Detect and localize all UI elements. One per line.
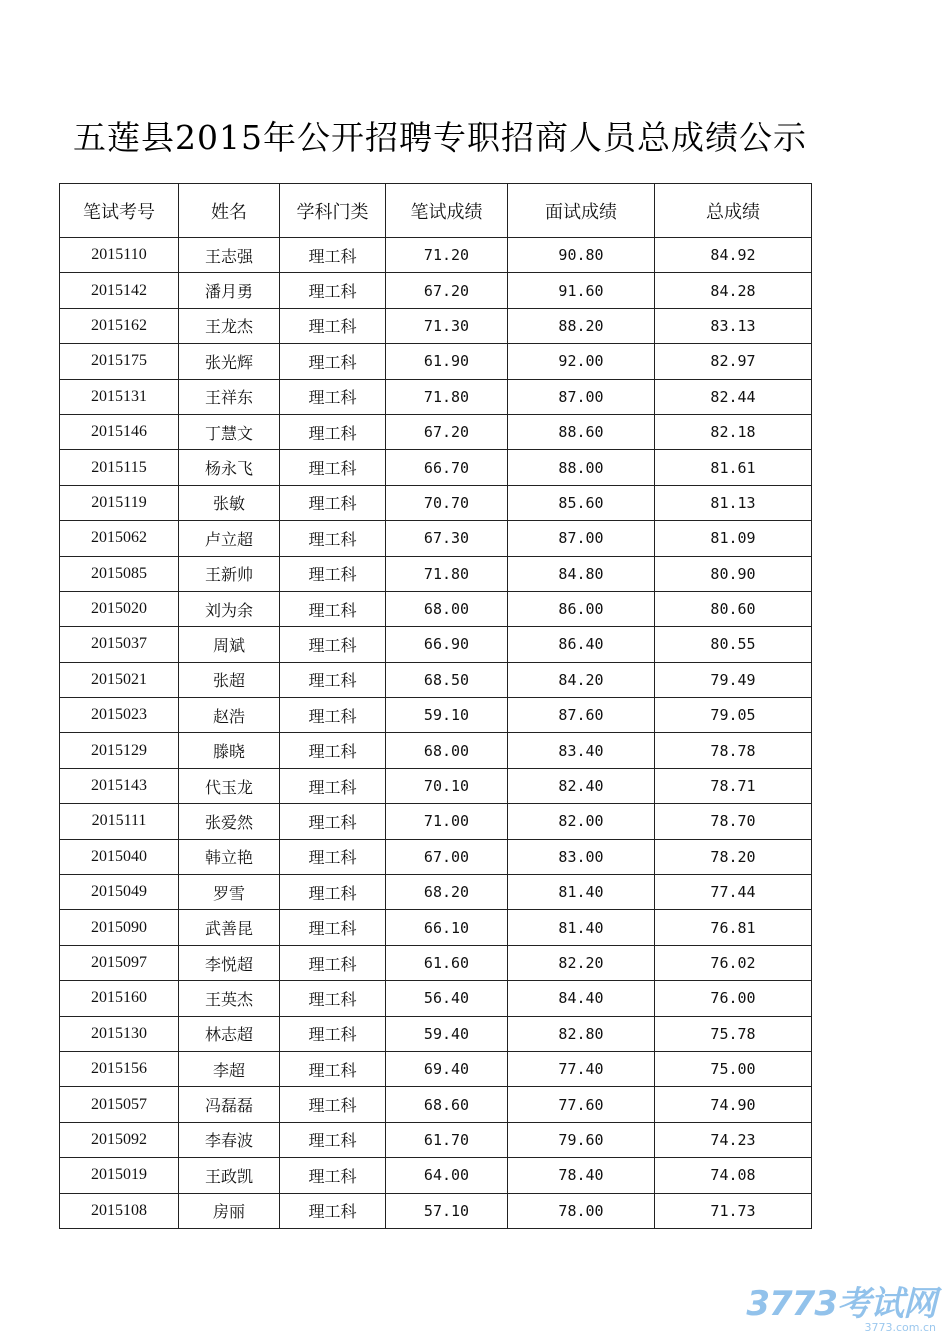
cell-exam-id: 2015162	[60, 308, 179, 343]
cell-interview-score: 87.00	[508, 521, 655, 556]
cell-discipline: 理工科	[280, 1193, 386, 1228]
cell-exam-id: 2015020	[60, 591, 179, 626]
cell-exam-id: 2015023	[60, 698, 179, 733]
cell-discipline: 理工科	[280, 556, 386, 591]
cell-interview-score: 81.40	[508, 910, 655, 945]
cell-interview-score: 92.00	[508, 344, 655, 379]
cell-name: 王英杰	[179, 981, 280, 1016]
cell-name: 罗雪	[179, 875, 280, 910]
cell-total-score: 82.44	[655, 379, 812, 414]
header-exam-id: 笔试考号	[60, 184, 179, 238]
cell-interview-score: 78.00	[508, 1193, 655, 1228]
cell-written-score: 69.40	[386, 1051, 508, 1086]
cell-discipline: 理工科	[280, 344, 386, 379]
cell-interview-score: 82.00	[508, 804, 655, 839]
cell-total-score: 77.44	[655, 875, 812, 910]
cell-written-score: 61.70	[386, 1122, 508, 1157]
table-row	[60, 238, 812, 273]
cell-interview-score: 88.00	[508, 450, 655, 485]
cell-total-score: 83.13	[655, 308, 812, 343]
cell-written-score: 59.40	[386, 1016, 508, 1051]
cell-written-score: 59.10	[386, 698, 508, 733]
cell-name: 王志强	[179, 238, 280, 273]
header-total-score: 总成绩	[655, 184, 812, 238]
cell-discipline: 理工科	[280, 662, 386, 697]
cell-name: 赵浩	[179, 698, 280, 733]
cell-exam-id: 2015156	[60, 1051, 179, 1086]
cell-exam-id: 2015119	[60, 485, 179, 520]
cell-name: 代玉龙	[179, 768, 280, 803]
cell-name: 周斌	[179, 627, 280, 662]
cell-exam-id: 2015021	[60, 662, 179, 697]
cell-name: 王新帅	[179, 556, 280, 591]
cell-written-score: 67.30	[386, 521, 508, 556]
cell-interview-score: 83.40	[508, 733, 655, 768]
cell-interview-score: 86.40	[508, 627, 655, 662]
cell-interview-score: 82.40	[508, 768, 655, 803]
cell-name: 刘为余	[179, 591, 280, 626]
cell-total-score: 76.00	[655, 981, 812, 1016]
cell-written-score: 64.00	[386, 1158, 508, 1193]
table-row	[60, 485, 812, 520]
table-row	[60, 1122, 812, 1157]
cell-name: 张超	[179, 662, 280, 697]
cell-written-score: 70.70	[386, 485, 508, 520]
cell-written-score: 66.10	[386, 910, 508, 945]
cell-exam-id: 2015019	[60, 1158, 179, 1193]
cell-written-score: 67.20	[386, 414, 508, 449]
cell-exam-id: 2015037	[60, 627, 179, 662]
table-row	[60, 627, 812, 662]
cell-total-score: 79.05	[655, 698, 812, 733]
table-row	[60, 839, 812, 874]
cell-discipline: 理工科	[280, 981, 386, 1016]
cell-interview-score: 84.80	[508, 556, 655, 591]
cell-interview-score: 91.60	[508, 273, 655, 308]
cell-written-score: 68.50	[386, 662, 508, 697]
table-row	[60, 414, 812, 449]
cell-total-score: 80.55	[655, 627, 812, 662]
table-row	[60, 1051, 812, 1086]
cell-written-score: 71.80	[386, 556, 508, 591]
cell-exam-id: 2015142	[60, 273, 179, 308]
cell-name: 卢立超	[179, 521, 280, 556]
cell-discipline: 理工科	[280, 238, 386, 273]
header-name: 姓名	[179, 184, 280, 238]
table-row	[60, 273, 812, 308]
cell-total-score: 81.13	[655, 485, 812, 520]
cell-interview-score: 88.20	[508, 308, 655, 343]
cell-discipline: 理工科	[280, 273, 386, 308]
table-row	[60, 698, 812, 733]
cell-name: 王祥东	[179, 379, 280, 414]
cell-total-score: 78.78	[655, 733, 812, 768]
cell-exam-id: 2015175	[60, 344, 179, 379]
cell-written-score: 71.80	[386, 379, 508, 414]
cell-exam-id: 2015097	[60, 945, 179, 980]
cell-discipline: 理工科	[280, 379, 386, 414]
table-row	[60, 875, 812, 910]
header-discipline: 学科门类	[280, 184, 386, 238]
header-written-score: 笔试成绩	[386, 184, 508, 238]
cell-exam-id: 2015085	[60, 556, 179, 591]
cell-written-score: 68.20	[386, 875, 508, 910]
page-title: 五莲县2015年公开招聘专职招商人员总成绩公示	[73, 118, 807, 157]
cell-total-score: 81.61	[655, 450, 812, 485]
cell-interview-score: 86.00	[508, 591, 655, 626]
table-row	[60, 945, 812, 980]
cell-discipline: 理工科	[280, 414, 386, 449]
cell-discipline: 理工科	[280, 1016, 386, 1051]
cell-interview-score: 87.60	[508, 698, 655, 733]
cell-total-score: 71.73	[655, 1193, 812, 1228]
table-row	[60, 450, 812, 485]
cell-interview-score: 87.00	[508, 379, 655, 414]
cell-exam-id: 2015160	[60, 981, 179, 1016]
cell-name: 王政凯	[179, 1158, 280, 1193]
cell-discipline: 理工科	[280, 733, 386, 768]
cell-total-score: 84.28	[655, 273, 812, 308]
cell-written-score: 71.30	[386, 308, 508, 343]
cell-exam-id: 2015130	[60, 1016, 179, 1051]
cell-interview-score: 83.00	[508, 839, 655, 874]
cell-interview-score: 79.60	[508, 1122, 655, 1157]
table-header	[60, 184, 812, 238]
cell-exam-id: 2015057	[60, 1087, 179, 1122]
cell-written-score: 66.90	[386, 627, 508, 662]
cell-interview-score: 88.60	[508, 414, 655, 449]
cell-written-score: 56.40	[386, 981, 508, 1016]
table-row	[60, 344, 812, 379]
cell-name: 滕晓	[179, 733, 280, 768]
table-row	[60, 556, 812, 591]
cell-written-score: 67.00	[386, 839, 508, 874]
cell-name: 张敏	[179, 485, 280, 520]
cell-discipline: 理工科	[280, 698, 386, 733]
cell-name: 林志超	[179, 1016, 280, 1051]
cell-written-score: 66.70	[386, 450, 508, 485]
cell-name: 房丽	[179, 1193, 280, 1228]
cell-total-score: 75.00	[655, 1051, 812, 1086]
table-row	[60, 379, 812, 414]
cell-discipline: 理工科	[280, 627, 386, 662]
cell-total-score: 84.92	[655, 238, 812, 273]
table-row	[60, 981, 812, 1016]
cell-written-score: 71.20	[386, 238, 508, 273]
cell-total-score: 74.90	[655, 1087, 812, 1122]
cell-interview-score: 84.20	[508, 662, 655, 697]
cell-written-score: 71.00	[386, 804, 508, 839]
cell-exam-id: 2015090	[60, 910, 179, 945]
cell-total-score: 76.81	[655, 910, 812, 945]
cell-written-score: 57.10	[386, 1193, 508, 1228]
table-body	[60, 238, 812, 1229]
cell-exam-id: 2015115	[60, 450, 179, 485]
cell-interview-score: 78.40	[508, 1158, 655, 1193]
cell-interview-score: 82.80	[508, 1016, 655, 1051]
cell-total-score: 78.71	[655, 768, 812, 803]
header-interview-score: 面试成绩	[508, 184, 655, 238]
cell-name: 李超	[179, 1051, 280, 1086]
cell-interview-score: 85.60	[508, 485, 655, 520]
cell-total-score: 78.70	[655, 804, 812, 839]
table-row	[60, 804, 812, 839]
table-row	[60, 591, 812, 626]
cell-discipline: 理工科	[280, 591, 386, 626]
cell-interview-score: 77.60	[508, 1087, 655, 1122]
cell-written-score: 61.60	[386, 945, 508, 980]
cell-name: 杨永飞	[179, 450, 280, 485]
cell-written-score: 68.00	[386, 591, 508, 626]
table-row	[60, 521, 812, 556]
cell-discipline: 理工科	[280, 521, 386, 556]
watermark-logo: 3773考试网	[746, 1284, 936, 1324]
watermark	[746, 1276, 936, 1334]
cell-interview-score: 84.40	[508, 981, 655, 1016]
cell-interview-score: 77.40	[508, 1051, 655, 1086]
table-row	[60, 910, 812, 945]
cell-discipline: 理工科	[280, 839, 386, 874]
cell-total-score: 82.97	[655, 344, 812, 379]
cell-exam-id: 2015129	[60, 733, 179, 768]
cell-written-score: 61.90	[386, 344, 508, 379]
cell-discipline: 理工科	[280, 485, 386, 520]
cell-total-score: 81.09	[655, 521, 812, 556]
cell-name: 冯磊磊	[179, 1087, 280, 1122]
watermark-url: 3773.com.cn	[864, 1321, 936, 1334]
cell-written-score: 68.00	[386, 733, 508, 768]
table-row	[60, 1158, 812, 1193]
cell-name: 韩立艳	[179, 839, 280, 874]
cell-written-score: 70.10	[386, 768, 508, 803]
table-row	[60, 1016, 812, 1051]
cell-discipline: 理工科	[280, 910, 386, 945]
cell-name: 武善昆	[179, 910, 280, 945]
cell-exam-id: 2015143	[60, 768, 179, 803]
cell-written-score: 67.20	[386, 273, 508, 308]
cell-name: 张光辉	[179, 344, 280, 379]
cell-exam-id: 2015111	[60, 804, 179, 839]
cell-interview-score: 82.20	[508, 945, 655, 980]
cell-name: 潘月勇	[179, 273, 280, 308]
cell-discipline: 理工科	[280, 804, 386, 839]
cell-exam-id: 2015040	[60, 839, 179, 874]
table-row	[60, 733, 812, 768]
cell-name: 李春波	[179, 1122, 280, 1157]
cell-discipline: 理工科	[280, 1087, 386, 1122]
cell-total-score: 80.90	[655, 556, 812, 591]
cell-discipline: 理工科	[280, 875, 386, 910]
cell-discipline: 理工科	[280, 1158, 386, 1193]
cell-total-score: 76.02	[655, 945, 812, 980]
table-row	[60, 1193, 812, 1228]
cell-interview-score: 90.80	[508, 238, 655, 273]
cell-discipline: 理工科	[280, 945, 386, 980]
cell-interview-score: 81.40	[508, 875, 655, 910]
cell-discipline: 理工科	[280, 308, 386, 343]
cell-exam-id: 2015110	[60, 238, 179, 273]
cell-name: 李悦超	[179, 945, 280, 980]
table-row	[60, 308, 812, 343]
cell-total-score: 80.60	[655, 591, 812, 626]
table-row	[60, 1087, 812, 1122]
cell-total-score: 79.49	[655, 662, 812, 697]
cell-name: 张爱然	[179, 804, 280, 839]
cell-total-score: 75.78	[655, 1016, 812, 1051]
cell-written-score: 68.60	[386, 1087, 508, 1122]
cell-exam-id: 2015049	[60, 875, 179, 910]
cell-name: 王龙杰	[179, 308, 280, 343]
header-row	[60, 184, 812, 238]
table-row	[60, 768, 812, 803]
cell-name: 丁慧文	[179, 414, 280, 449]
score-table	[59, 183, 812, 1229]
cell-total-score: 82.18	[655, 414, 812, 449]
cell-total-score: 74.08	[655, 1158, 812, 1193]
cell-total-score: 74.23	[655, 1122, 812, 1157]
table-row	[60, 662, 812, 697]
cell-discipline: 理工科	[280, 768, 386, 803]
cell-exam-id: 2015131	[60, 379, 179, 414]
cell-exam-id: 2015108	[60, 1193, 179, 1228]
cell-discipline: 理工科	[280, 1122, 386, 1157]
cell-discipline: 理工科	[280, 450, 386, 485]
cell-exam-id: 2015092	[60, 1122, 179, 1157]
cell-exam-id: 2015146	[60, 414, 179, 449]
cell-exam-id: 2015062	[60, 521, 179, 556]
cell-discipline: 理工科	[280, 1051, 386, 1086]
cell-total-score: 78.20	[655, 839, 812, 874]
